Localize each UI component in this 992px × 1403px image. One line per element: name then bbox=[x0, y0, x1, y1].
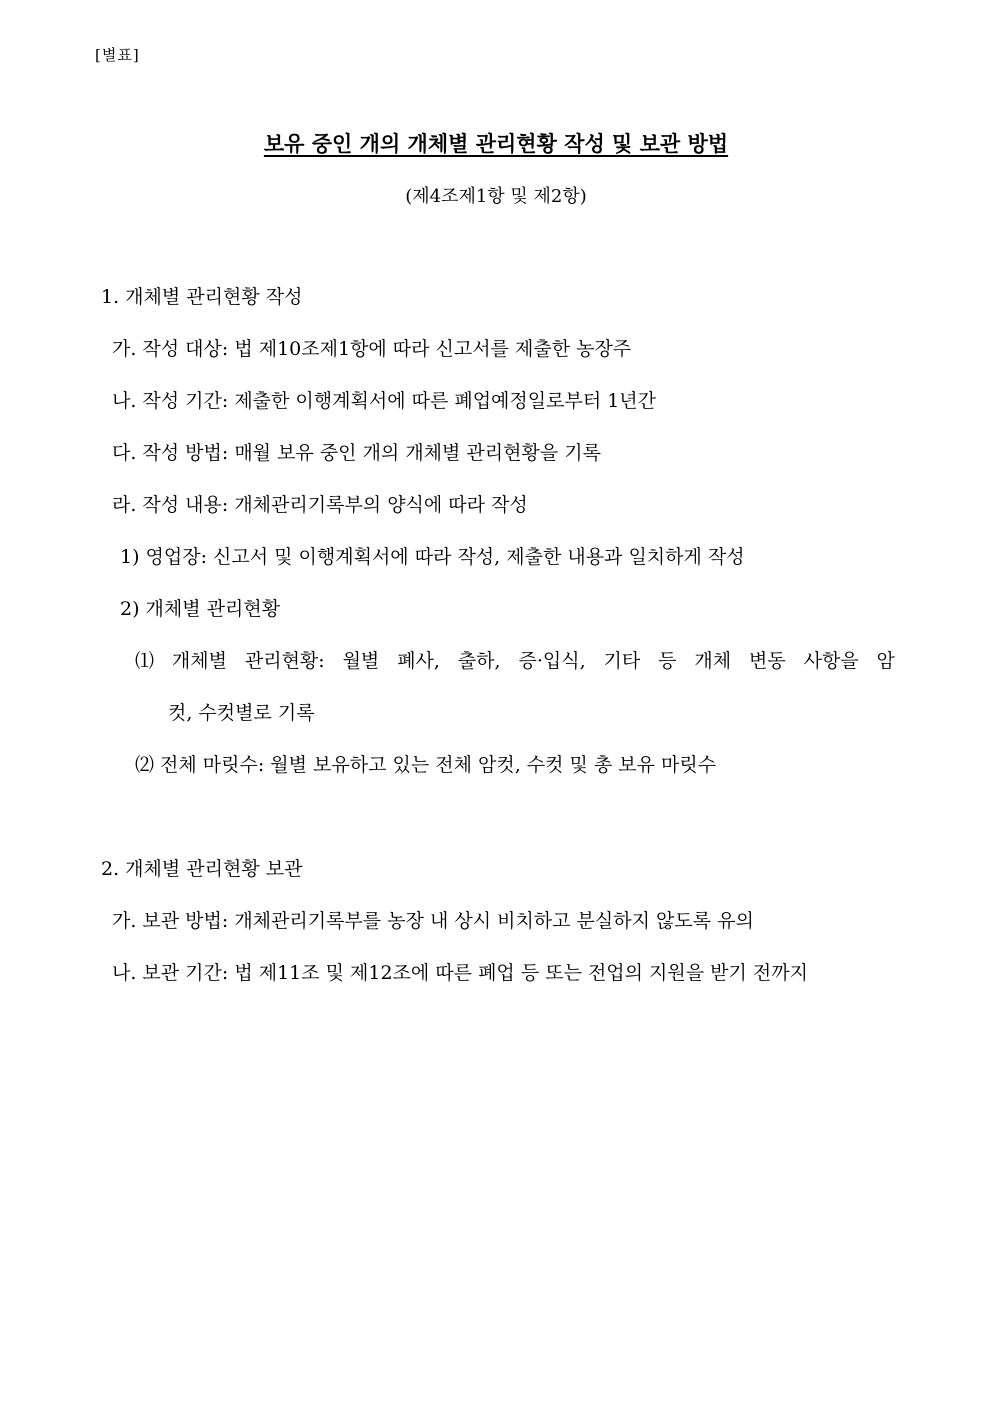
section-1-item-ra-2: 2) 개체별 관리현황 bbox=[120, 598, 281, 620]
word: 폐사, bbox=[397, 650, 440, 672]
section-1-item-na: 나. 작성 기간: 제출한 이행계획서에 따른 폐업예정일로부터 1년간 bbox=[112, 390, 657, 412]
section-1-item-ra-2-1-continuation: 컷, 수컷별로 기록 bbox=[168, 702, 315, 724]
word: 개체별 bbox=[171, 650, 227, 672]
document-subtitle: (제4조제1항 및 제2항) bbox=[405, 186, 587, 207]
section-1-item-ga: 가. 작성 대상: 법 제10조제1항에 따라 신고서를 제출한 농장주 bbox=[112, 338, 632, 360]
word: 기타 bbox=[603, 650, 641, 672]
word: 관리현황: bbox=[244, 650, 325, 672]
word: 변동 bbox=[748, 650, 786, 672]
word: 등 bbox=[658, 650, 677, 672]
word: 월별 bbox=[342, 650, 380, 672]
word: 증·입식, bbox=[518, 650, 586, 672]
section-1-item-ra-2-1 bbox=[135, 650, 895, 673]
document-title bbox=[0, 128, 992, 158]
section-1-item-da: 다. 작성 방법: 매월 보유 중인 개의 개체별 관리현황을 기록 bbox=[112, 442, 601, 464]
word: 개체 bbox=[694, 650, 732, 672]
section-2-item-na: 나. 보관 기간: 법 제11조 및 제12조에 따른 폐업 등 또는 전업의 지원을 받기 전까지 bbox=[112, 962, 808, 984]
section-1-heading: 1. 개체별 관리현황 작성 bbox=[101, 286, 303, 308]
section-2-heading: 2. 개체별 관리현황 보관 bbox=[101, 858, 303, 880]
section-1-item-ra-1: 1) 영업장: 신고서 및 이행계획서에 따라 작성, 제출한 내용과 일치하게 작성 bbox=[120, 546, 745, 568]
document-title-text: 보유 중인 개의 개체별 관리현황 작성 및 보관 방법 bbox=[263, 131, 729, 156]
section-1-item-ra-2-2: ⑵ 전체 마릿수: 월별 보유하고 있는 전체 암컷, 수컷 및 총 보유 마릿수 bbox=[135, 754, 717, 776]
word: 암 bbox=[876, 650, 895, 672]
word: 사항을 bbox=[803, 650, 859, 672]
section-2-item-ga: 가. 보관 방법: 개체관리기록부를 농장 내 상시 비치하고 분실하지 않도록 유의 bbox=[112, 910, 754, 932]
attachment-label: [별표] bbox=[95, 46, 140, 64]
word: 출하, bbox=[457, 650, 501, 672]
section-1-item-ra: 라. 작성 내용: 개체관리기록부의 양식에 따라 작성 bbox=[112, 494, 528, 516]
word: ⑴ bbox=[135, 650, 155, 672]
